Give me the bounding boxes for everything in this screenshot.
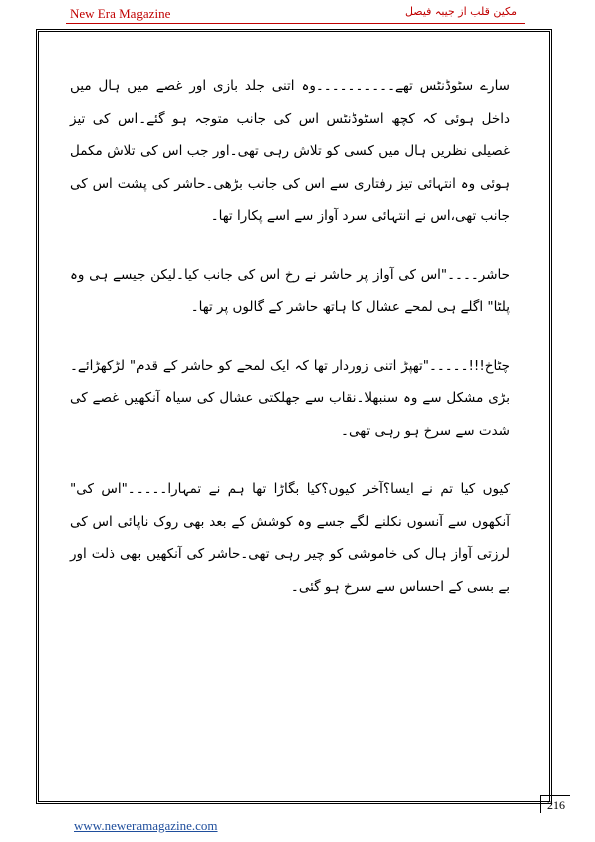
website-link[interactable]: www.neweramagazine.com — [74, 818, 218, 833]
header-divider — [66, 23, 525, 24]
paragraph: حاشر۔۔۔۔"اس کی آواز پر حاشر نے رخ اس کی جانب کیا۔لیکن جیسے ہی وہ پلٹا" اگلے ہی لمحے عشال کا ہاتھ حاشر کے گالوں پر تھا۔ — [70, 266, 510, 315]
page-number: 216 — [540, 795, 570, 813]
story-title: مکین قلب از جیبہ فیصل — [404, 5, 517, 18]
magazine-name: New Era Magazine — [70, 6, 171, 21]
paragraph: سارے سٹوڈنٹس تھے۔۔۔۔۔۔۔۔۔۔وہ اتنی جلد بازی اور غصے میں ہال میں داخل ہوئی کہ کچھ اسٹوڈنٹس اس کی جانب متوجہ ہو گئے۔اس کی تیز غصیلی نظریں ہال میں کسی کو تلاش رہی تھی۔اور جب اس کی تلاش مکمل ہوئی وہ انتہائی تیز رفتاری سے اس کی جانب بڑھی۔حاشر کی پشت اس کی جانب تھی،اس نے انتہائی سرد آواز سے اسے پکارا تھا۔ — [70, 78, 510, 224]
paragraph: چٹاخ!!!۔۔۔۔۔"تھپڑ اتنی زوردار تھا کہ ایک لمحے کو حاشر کے قدم" لڑکھڑائے۔بڑی مشکل سے وہ سنبھلا۔نقاب سے جھلکتی عشال کی سیاہ آنکھیں غصے کی شدت سے سرخ ہو رہی تھی۔ — [70, 357, 510, 439]
story-body — [70, 70, 510, 629]
paragraph: کیوں کیا تم نے ایسا؟آخر کیوں؟کیا بگاڑا تھا ہم نے تمہارا۔۔۔۔۔"اس کی" آنکھوں سے آنسوں نکلنے لگے جسے وہ کوشش کے بعد بھی روک ناپائی اس کی لرزتی آواز ہال کی خاموشی کو چیر رہی تھی۔حاشر کی آنکھیں بھی ذلت اور بے بسی کے احساس سے سرخ ہو گئی۔ — [70, 481, 510, 595]
